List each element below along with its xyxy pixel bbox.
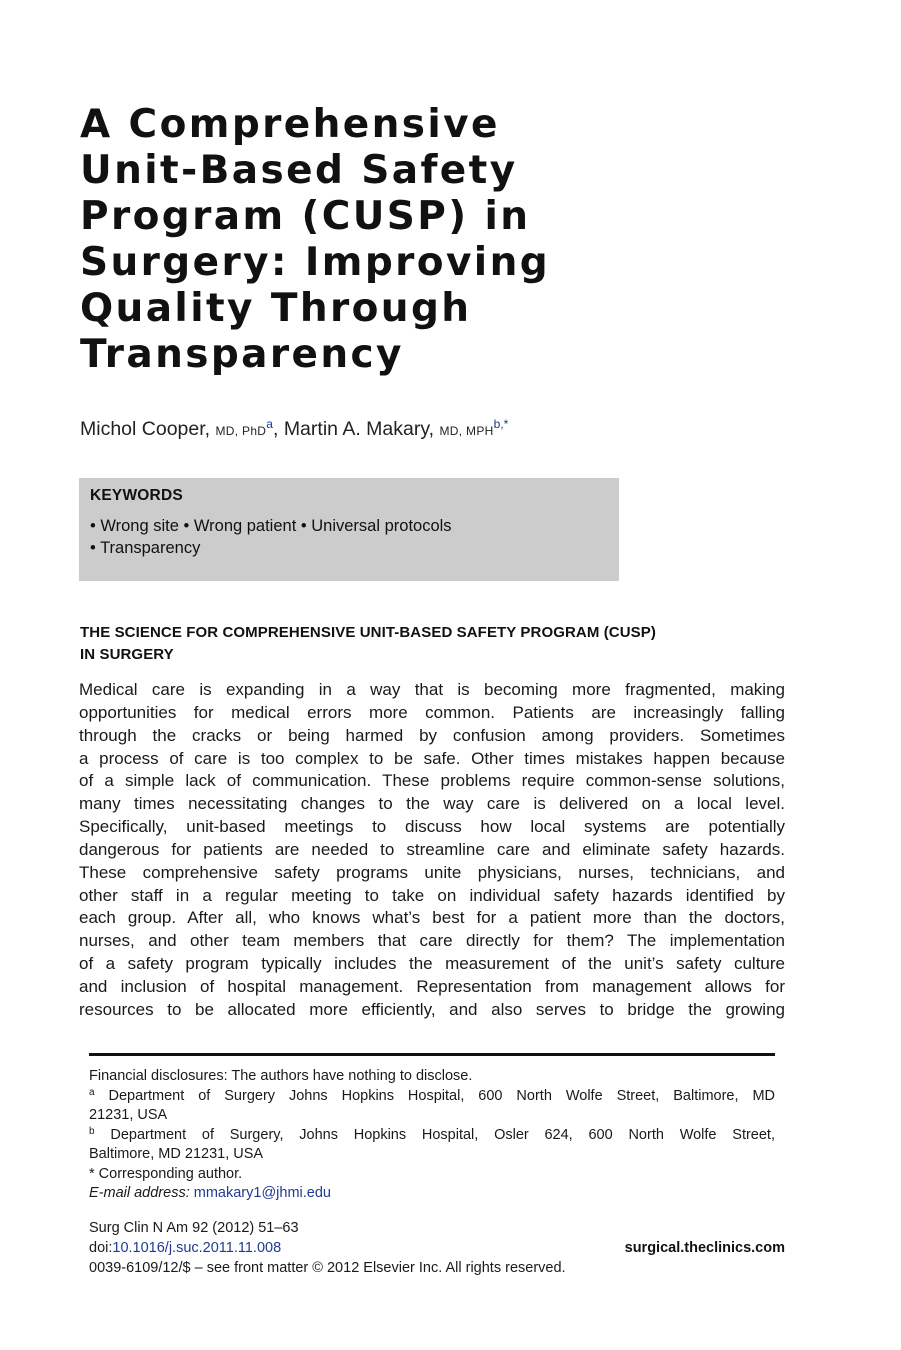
body-line: nurses, and other team members that care directly for them? The implementation (79, 931, 785, 951)
affiliation-a-line: 21231, USA (89, 1107, 168, 1123)
keywords-line: • Wrong site • Wrong patient • Universal protocols (90, 517, 452, 535)
email-link[interactable]: mmakary1@jhmi.edu (193, 1185, 331, 1201)
body-line: of a safety program typically includes the measurement of the unit’s safety culture (79, 954, 785, 974)
keywords-heading: KEYWORDS (90, 487, 183, 504)
email-line (89, 1184, 775, 1204)
body-line: and inclusion of hospital management. Representation from management allows for (79, 976, 785, 996)
body-line: opportunities for medical errors more common. Patients are increasingly falling (79, 702, 785, 722)
article-title (80, 102, 600, 378)
affiliation-b-text: Department of Surgery, Johns Hopkins Hospital, Osler 624, 600 North Wolfe Street, (110, 1126, 775, 1143)
author-name: Michol Cooper, (80, 418, 211, 440)
body-line: Specifically, unit-based meetings to discuss how local systems are potentially (79, 817, 785, 837)
title-line: Unit-Based Safety (80, 148, 518, 193)
affiliation-a-line (89, 1087, 775, 1107)
author-affiliation-link[interactable]: b,* (493, 417, 509, 431)
journal-website[interactable]: surgical.theclinics.com (624, 1240, 785, 1256)
title-line: Quality Through (80, 286, 472, 331)
footnotes (89, 1067, 775, 1204)
author-degrees: MD, PhD (215, 424, 267, 438)
body-line: a process of care is too complex to be safe. Other times mistakes happen because (79, 748, 785, 768)
citation-copyright-row (89, 1258, 785, 1278)
body-line: These comprehensive safety programs unite physicians, nurses, technicians, and (79, 862, 785, 882)
body-line: other staff in a regular meeting to take on individual safety hazards identified by (79, 885, 785, 905)
keywords-line: • Transparency (90, 539, 201, 557)
doi-link[interactable]: 10.1016/j.suc.2011.11.008 (112, 1240, 282, 1256)
doi-line (89, 1238, 281, 1258)
citation-journal-row (89, 1218, 785, 1238)
body-line: through the cracks or being harmed by confusion among providers. Sometimes (79, 725, 785, 745)
journal-citation: Surg Clin N Am 92 (2012) 51–63 (89, 1220, 299, 1236)
citation-block (89, 1218, 785, 1278)
body-line: each group. After all, who knows what’s best for a patient more than the doctors, (79, 908, 785, 928)
section-heading (80, 622, 740, 666)
doi-prefix: doi: (89, 1240, 113, 1256)
title-line: Transparency (80, 332, 404, 377)
body-line: dangerous for patients are needed to streamline care and eliminate safety hazards. (79, 839, 785, 859)
author-degrees: MD, MPH (439, 424, 494, 438)
title-line: Surgery: Improving (80, 240, 551, 285)
corresponding-author: * Corresponding author. (89, 1165, 243, 1182)
title-line: Program (CUSP) in (80, 194, 531, 239)
keywords-box (79, 478, 619, 581)
affiliation-b-line: Baltimore, MD 21231, USA (89, 1146, 264, 1162)
author-line (80, 418, 508, 441)
affiliation-a-text: Department of Surgery Johns Hopkins Hospital, 600 North Wolfe Street, Baltimore, MD (108, 1087, 775, 1104)
financial-disclosure: Financial disclosures: The authors have nothing to disclose. (89, 1068, 473, 1084)
body-line: Medical care is expanding in a way that is becoming more fragmented, making (79, 680, 785, 699)
body-line: of a simple lack of communication. These problems require common-sense solutions, (79, 771, 785, 791)
email-label: E-mail address: (89, 1185, 190, 1201)
citation-doi-row (89, 1238, 785, 1258)
section-heading-line: IN SURGERY (80, 646, 174, 663)
affiliation-b-mark: b (89, 1125, 95, 1137)
title-line: A Comprehensive (80, 102, 500, 147)
author-separator: , (272, 418, 284, 440)
author-affiliation-link[interactable]: a (266, 417, 273, 431)
footnote-divider (89, 1053, 775, 1056)
body-paragraph (79, 679, 785, 1022)
affiliation-a-mark: a (89, 1086, 95, 1098)
body-line: resources to be allocated more efficiently, and also serves to bridge the growing (79, 999, 785, 1019)
section-heading-line: THE SCIENCE FOR COMPREHENSIVE UNIT-BASED SAFETY PROGRAM (CUSP) (80, 624, 656, 641)
body-line: many times necessitating changes to the way care is delivered on a local level. (79, 794, 785, 814)
copyright-notice: 0039-6109/12/$ – see front matter © 2012 Elsevier Inc. All rights reserved. (89, 1260, 566, 1276)
author-name: Martin A. Makary, (283, 418, 435, 440)
affiliation-b-line (89, 1126, 775, 1146)
